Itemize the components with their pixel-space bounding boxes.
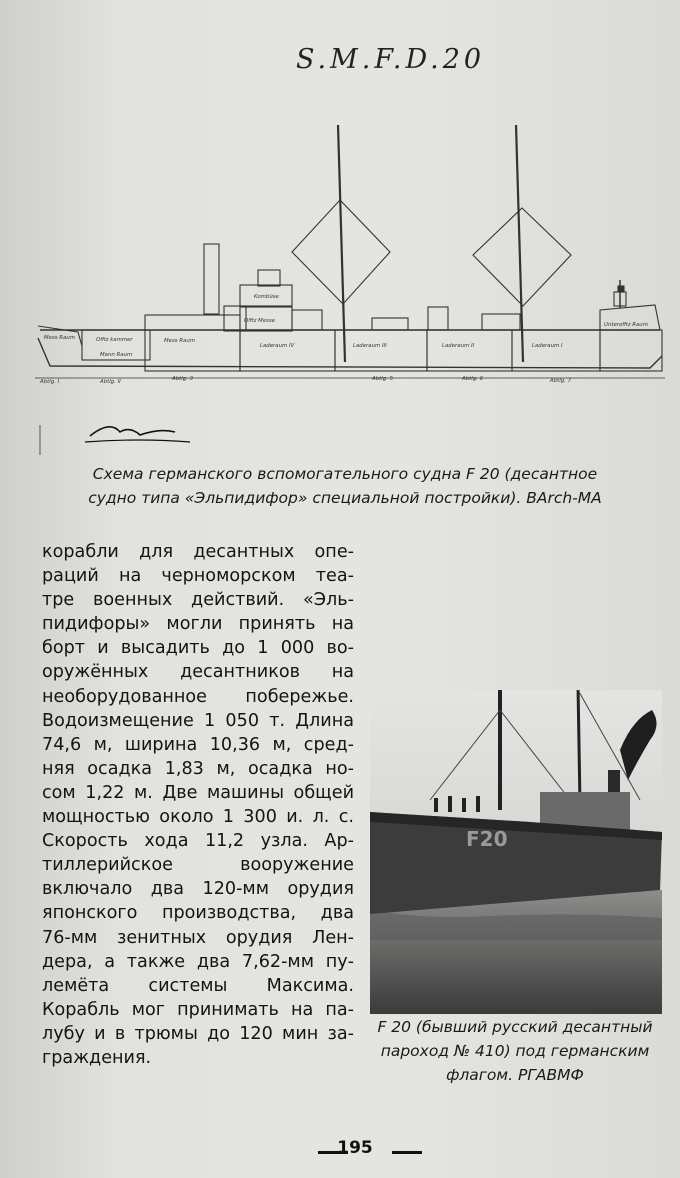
page-number: 195 (337, 1138, 373, 1158)
hull-number: F20 (466, 827, 508, 851)
svg-text:Kombüse: Kombüse (254, 294, 279, 300)
body-line: Водоизмещение 1 050 т. Длина (42, 710, 354, 731)
svg-text:Abtlg. I: Abtlg. I (40, 379, 60, 385)
body-line: тиллерийское вооружение (42, 855, 354, 876)
body-line: борт и высадить до 1 000 во- (42, 638, 354, 659)
svg-text:Offiz kammer: Offiz kammer (96, 337, 133, 343)
svg-text:Abtlg. 7: Abtlg. 7 (550, 378, 571, 384)
body-line: Скорость хода 11,2 узла. Ар- (42, 831, 354, 852)
body-line: лубу и в трюмы до 120 мин за- (42, 1023, 354, 1044)
body-line: 76-мм зенитных орудия Лен- (42, 927, 354, 948)
svg-text:Mess Raum: Mess Raum (164, 338, 196, 344)
body-line: дера, а также два 7,62-мм пу- (42, 951, 354, 972)
body-line: раций на черноморском теа- (42, 566, 354, 587)
body-line: тре военных действий. «Эль- (42, 590, 354, 611)
body-line: включало два 120-мм орудия (42, 879, 354, 900)
body-line: няя осадка 1,83 м, осадка но- (42, 758, 354, 779)
svg-text:Unteroffiz Raum: Unteroffiz Raum (604, 322, 648, 328)
kombuese-house (258, 270, 280, 286)
svg-text:Laderaum III: Laderaum III (353, 343, 387, 349)
body-line: граждения. (42, 1047, 152, 1068)
signature (90, 427, 175, 436)
body-line: сом 1,22 м. Две машины общей (42, 782, 354, 803)
photo-caption-line: флагом. РГАВМФ (446, 1065, 584, 1084)
photo-caption (362, 1016, 668, 1087)
svg-text:Mann Raum: Mann Raum (100, 352, 133, 358)
body-text-column (42, 540, 354, 1070)
svg-text:Abtlg. 6: Abtlg. 6 (462, 376, 483, 382)
funnel (204, 244, 219, 314)
svg-text:Laderaum II: Laderaum II (442, 343, 475, 349)
page-number-dash-right (392, 1151, 422, 1154)
ship-schematic-drawing (30, 110, 670, 455)
body-line: 74,6 м, ширина 10,36 м, сред- (42, 734, 354, 755)
ship-photograph (370, 690, 662, 1014)
svg-text:Abtlg. 5: Abtlg. 5 (372, 376, 393, 382)
svg-text:Laderaum I: Laderaum I (532, 343, 563, 349)
svg-text:Abtlg. 3: Abtlg. 3 (172, 376, 193, 382)
body-line: корабли для десантных опе- (42, 542, 354, 562)
mast-aft (338, 125, 345, 362)
body-line: Корабль мог принимать на па- (42, 999, 354, 1020)
figure-caption-line: Схема германского вспомогательного судна F 20 (десантное (92, 465, 598, 483)
svg-text:Abtlg. II: Abtlg. II (100, 379, 121, 385)
figure-caption-line: судно типа «Эльпидифор» специальной постройки). BArch-MA (88, 489, 602, 507)
photo-caption-line: F 20 (бывший русский десантный (377, 1018, 653, 1036)
svg-text:Offiz Messe: Offiz Messe (244, 318, 276, 324)
figure-caption (40, 462, 650, 510)
body-line: японского производства, два (42, 903, 354, 924)
photo-caption-line: пароход № 410) под германским (380, 1041, 650, 1060)
svg-text:Mess Raum: Mess Raum (44, 335, 76, 341)
body-line: оружённых десантников на (42, 662, 354, 683)
body-line: пидифоры» могли принять на (42, 614, 354, 635)
body-line: мощностью около 1 300 и. л. с. (42, 807, 354, 828)
svg-text:Laderaum IV: Laderaum IV (260, 343, 295, 349)
body-line: необорудованное побережье. (42, 686, 354, 707)
figure-title: S.M.F.D.20 (296, 44, 486, 75)
body-line: лемёта системы Максима. (42, 975, 354, 996)
